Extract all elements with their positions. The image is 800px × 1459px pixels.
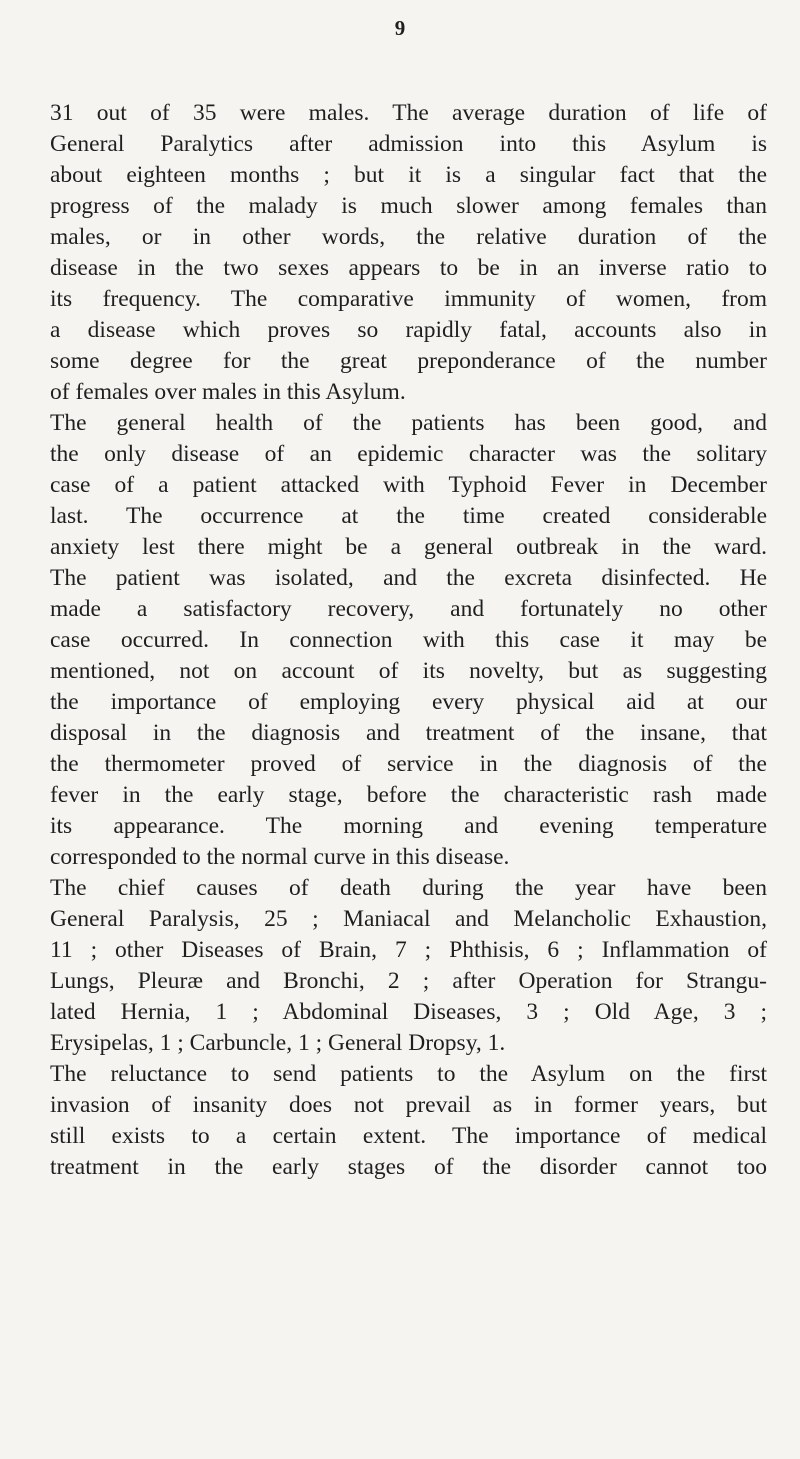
text-line: 11 ; other Diseases of Brain, 7 ; Phthisis, 6 ; Inflammation of (50, 937, 767, 963)
text-line: progress of the malady is much slower among females than (50, 193, 767, 219)
text-line: Lungs, Pleuræ and Bronchi, 2 ; after Operation for Strangu- (50, 968, 767, 994)
text-line: 31 out of 35 were males. The average duration of life of (50, 100, 767, 126)
text-line: disease in the two sexes appears to be in an inverse ratio to (50, 255, 767, 281)
text-line: General Paralytics after admission into this Asylum is (50, 131, 767, 157)
text-line: corresponded to the normal curve in this disease. (50, 844, 510, 870)
text-line: males, or in other words, the relative duration of the (50, 224, 767, 250)
text-line: a disease which proves so rapidly fatal, accounts also in (50, 317, 767, 343)
text-line: its frequency. The comparative immunity of women, from (50, 286, 767, 312)
text-line: case of a patient attacked with Typhoid Fever in December (50, 472, 767, 498)
text-line: General Paralysis, 25 ; Maniacal and Melancholic Exhaustion, (50, 906, 767, 932)
body-text (50, 98, 767, 1183)
text-line: about eighteen months ; but it is a singular fact that the (50, 162, 767, 188)
text-line: case occurred. In connection with this case it may be (50, 627, 767, 653)
text-line: disposal in the diagnosis and treatment of the insane, that (50, 720, 767, 746)
text-line: anxiety lest there might be a general outbreak in the ward. (50, 534, 767, 560)
text-line: of females over males in this Asylum. (50, 379, 406, 405)
text-line: The chief causes of death during the year have been (50, 875, 767, 901)
text-line: lated Hernia, 1 ; Abdominal Diseases, 3 ; Old Age, 3 ; (50, 999, 767, 1025)
text-line: The patient was isolated, and the excreta disinfected. He (50, 565, 767, 591)
text-line: the importance of employing every physical aid at our (50, 689, 767, 715)
text-line: Erysipelas, 1 ; Carbuncle, 1 ; General Dropsy, 1. (50, 1030, 506, 1056)
text-line: The general health of the patients has been good, and (50, 410, 767, 436)
text-line: mentioned, not on account of its novelty, but as suggesting (50, 658, 767, 684)
page-number: 9 (394, 16, 406, 40)
text-line: made a satisfactory recovery, and fortunately no other (50, 596, 767, 622)
text-line: invasion of insanity does not prevail as in former years, but (50, 1092, 767, 1118)
text-line: the only disease of an epidemic character was the solitary (50, 441, 767, 467)
text-line: some degree for the great preponderance of the number (50, 348, 767, 374)
text-line: The reluctance to send patients to the Asylum on the first (50, 1061, 767, 1087)
text-line: the thermometer proved of service in the diagnosis of the (50, 751, 767, 777)
text-line: treatment in the early stages of the disorder cannot too (50, 1154, 767, 1180)
text-line: still exists to a certain extent. The importance of medical (50, 1123, 767, 1149)
text-line: fever in the early stage, before the characteristic rash made (50, 782, 767, 808)
text-line: last. The occurrence at the time created considerable (50, 503, 767, 529)
text-line: its appearance. The morning and evening temperature (50, 813, 767, 839)
